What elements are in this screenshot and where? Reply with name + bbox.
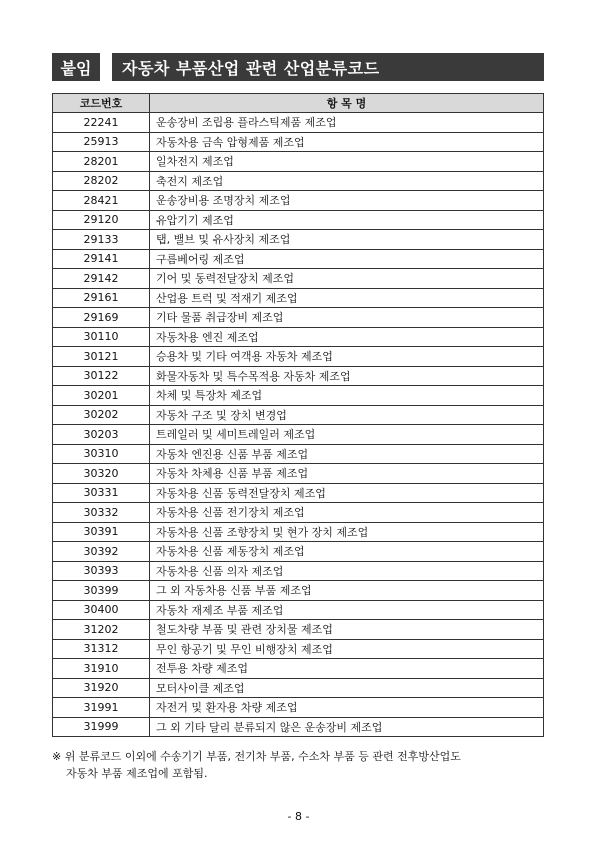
industry-name: 자동차 재제조 부품 제조업 [150, 600, 544, 620]
industry-code: 30399 [53, 581, 150, 601]
industry-name: 기타 물품 취급장비 제조업 [150, 308, 544, 328]
table-row [53, 210, 544, 230]
industry-code: 30400 [53, 600, 150, 620]
industry-name: 구름베어링 제조업 [150, 249, 544, 269]
industry-code: 28421 [53, 191, 150, 211]
table-row [53, 542, 544, 562]
table-row [53, 620, 544, 640]
table-header-row [53, 94, 544, 113]
industry-name: 그 외 기타 달리 분류되지 않은 운송장비 제조업 [150, 717, 544, 737]
industry-name: 자동차용 신품 제동장치 제조업 [150, 542, 544, 562]
table-row [53, 600, 544, 620]
industry-code: 30203 [53, 425, 150, 445]
industry-name: 자동차 구조 및 장치 변경업 [150, 405, 544, 425]
industry-code: 31920 [53, 678, 150, 698]
table-row [53, 308, 544, 328]
table-row [53, 386, 544, 406]
industry-code: 31991 [53, 698, 150, 718]
industry-code: 31999 [53, 717, 150, 737]
table-row [53, 522, 544, 542]
table-row [53, 698, 544, 718]
industry-name: 축전지 제조업 [150, 171, 544, 191]
table-row [53, 366, 544, 386]
table-row [53, 464, 544, 484]
industry-name: 운송장비 조립용 플라스틱제품 제조업 [150, 113, 544, 133]
industry-code: 28202 [53, 171, 150, 191]
column-header-code: 코드번호 [53, 94, 150, 113]
industry-code: 29133 [53, 230, 150, 250]
industry-code: 29141 [53, 249, 150, 269]
industry-name: 산업용 트럭 및 적재기 제조업 [150, 288, 544, 308]
industry-code: 30122 [53, 366, 150, 386]
industry-name: 자동차 엔진용 신품 부품 제조업 [150, 444, 544, 464]
table-row [53, 152, 544, 172]
table-row [53, 561, 544, 581]
industry-code: 25913 [53, 132, 150, 152]
table-row [53, 132, 544, 152]
industry-name: 자동차용 신품 의자 제조업 [150, 561, 544, 581]
table-row [53, 678, 544, 698]
section-title: 자동차 부품산업 관련 산업분류코드 [112, 53, 544, 81]
table-row [53, 171, 544, 191]
industry-name: 승용차 및 기타 여객용 자동차 제조업 [150, 347, 544, 367]
industry-code: 22241 [53, 113, 150, 133]
column-header-name: 항 목 명 [150, 94, 544, 113]
section-header [52, 53, 544, 81]
industry-name: 그 외 자동차용 신품 부품 제조업 [150, 581, 544, 601]
industry-name: 차체 및 특장차 제조업 [150, 386, 544, 406]
industry-code: 29142 [53, 269, 150, 289]
industry-name: 운송장비용 조명장치 제조업 [150, 191, 544, 211]
industry-code: 30392 [53, 542, 150, 562]
industry-code: 30331 [53, 483, 150, 503]
table-row [53, 444, 544, 464]
industry-code: 30110 [53, 327, 150, 347]
footnote [52, 748, 552, 782]
table-row [53, 503, 544, 523]
table-row [53, 405, 544, 425]
industry-name: 기어 및 동력전달장치 제조업 [150, 269, 544, 289]
table-row [53, 639, 544, 659]
table-row [53, 717, 544, 737]
table-row [53, 581, 544, 601]
industry-code: 30391 [53, 522, 150, 542]
industry-name: 자동차 차체용 신품 부품 제조업 [150, 464, 544, 484]
industry-name: 무인 항공기 및 무인 비행장치 제조업 [150, 639, 544, 659]
industry-name: 탭, 밸브 및 유사장치 제조업 [150, 230, 544, 250]
page-number: - 8 - [287, 810, 310, 823]
industry-code: 31910 [53, 659, 150, 679]
industry-code: 30202 [53, 405, 150, 425]
table-row [53, 327, 544, 347]
table-row [53, 230, 544, 250]
table-body [53, 113, 544, 737]
industry-name: 자동차용 신품 동력전달장치 제조업 [150, 483, 544, 503]
attachment-label: 붙임 [52, 53, 100, 81]
industry-code: 30310 [53, 444, 150, 464]
table-row [53, 483, 544, 503]
industry-name: 철도차량 부품 및 관련 장치물 제조업 [150, 620, 544, 640]
industry-code: 30332 [53, 503, 150, 523]
industry-code: 30121 [53, 347, 150, 367]
industry-name: 자전거 및 환자용 차량 제조업 [150, 698, 544, 718]
industry-name: 화물자동차 및 특수목적용 자동차 제조업 [150, 366, 544, 386]
industry-name: 일차전지 제조업 [150, 152, 544, 172]
industry-code: 30201 [53, 386, 150, 406]
industry-code: 30320 [53, 464, 150, 484]
industry-code: 30393 [53, 561, 150, 581]
industry-code-table [52, 93, 544, 737]
industry-code: 29120 [53, 210, 150, 230]
table-row [53, 249, 544, 269]
industry-code: 31312 [53, 639, 150, 659]
table-row [53, 288, 544, 308]
footnote-line: 자동차 부품 제조업에 포함됨. [66, 767, 208, 780]
industry-name: 자동차용 신품 조향장치 및 현가 장치 제조업 [150, 522, 544, 542]
industry-code: 29169 [53, 308, 150, 328]
table-row [53, 191, 544, 211]
industry-name: 유압기기 제조업 [150, 210, 544, 230]
industry-code: 28201 [53, 152, 150, 172]
table-row [53, 425, 544, 445]
industry-code: 29161 [53, 288, 150, 308]
industry-name: 자동차용 엔진 제조업 [150, 327, 544, 347]
industry-code: 31202 [53, 620, 150, 640]
industry-name: 모터사이클 제조업 [150, 678, 544, 698]
footnote-line: ※ 위 분류코드 이외에 수송기기 부품, 전기차 부품, 수소차 부품 등 관련 전후방산업도 [52, 750, 461, 763]
table-row [53, 659, 544, 679]
table-row [53, 347, 544, 367]
table-row [53, 269, 544, 289]
industry-name: 자동차용 신품 전기장치 제조업 [150, 503, 544, 523]
industry-name: 자동차용 금속 압형제품 제조업 [150, 132, 544, 152]
industry-name: 전투용 차량 제조업 [150, 659, 544, 679]
table-row [53, 113, 544, 133]
industry-name: 트레일러 및 세미트레일러 제조업 [150, 425, 544, 445]
